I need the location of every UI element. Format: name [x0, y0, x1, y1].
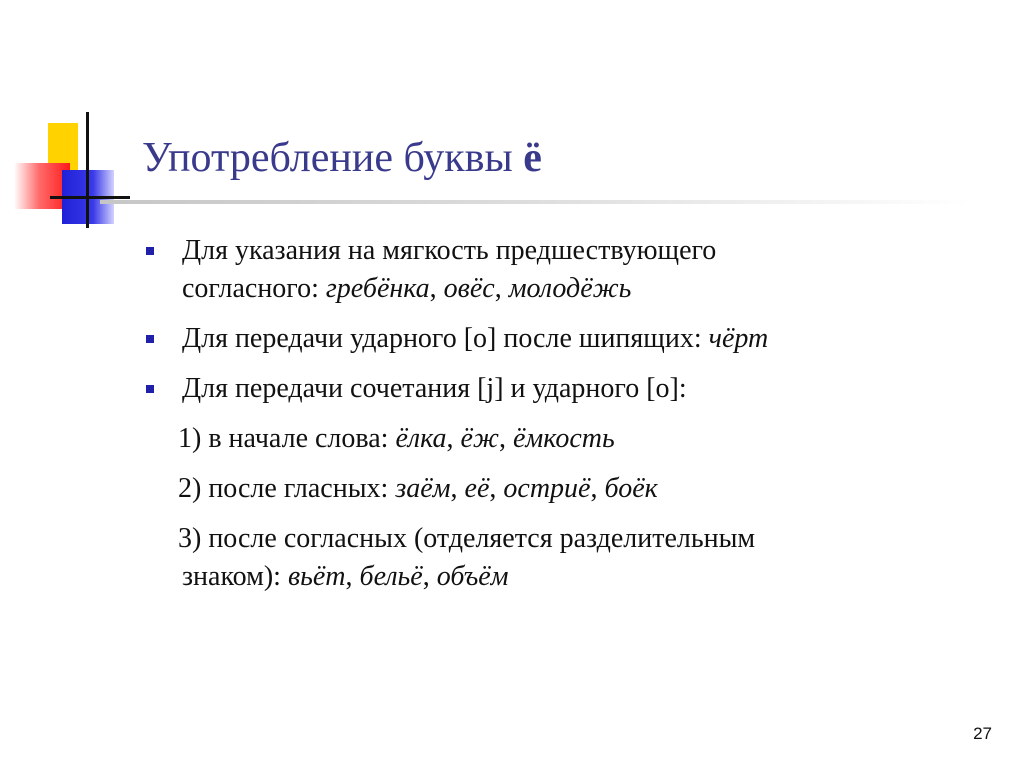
- page-number: 27: [973, 724, 992, 743]
- subitem-after-vowels: 2) после гласных: заём, её, остриё, боёк: [178, 473, 658, 504]
- square-bullet-icon: [146, 385, 154, 393]
- subitem-after-consonants: 3) после согласных (отделяется разделительным знаком): вьёт, бельё, объём: [178, 523, 756, 592]
- bullet-item-softness: Для указания на мягкость предшествующего согласного: гребёнка, овёс, молодёжь: [140, 232, 920, 308]
- decor-horizontal-line: [50, 196, 130, 199]
- bullet-item-j-combination: Для передачи сочетания [j] и ударного [о]:: [140, 370, 920, 408]
- square-bullet-icon: [146, 335, 154, 343]
- square-bullet-icon: [146, 247, 154, 255]
- bullet-item-sibilants: Для передачи ударного [о] после шипящих: чёрт: [140, 320, 920, 358]
- slide-content: [140, 232, 920, 608]
- decor-vertical-line: [86, 112, 89, 228]
- subitem-word-start: 1) в начале слова: ёлка, ёж, ёмкость: [178, 423, 615, 454]
- title-letter: ё: [523, 135, 542, 181]
- title-underline: [100, 200, 970, 204]
- slide-title: Употребление буквы ё: [142, 135, 542, 181]
